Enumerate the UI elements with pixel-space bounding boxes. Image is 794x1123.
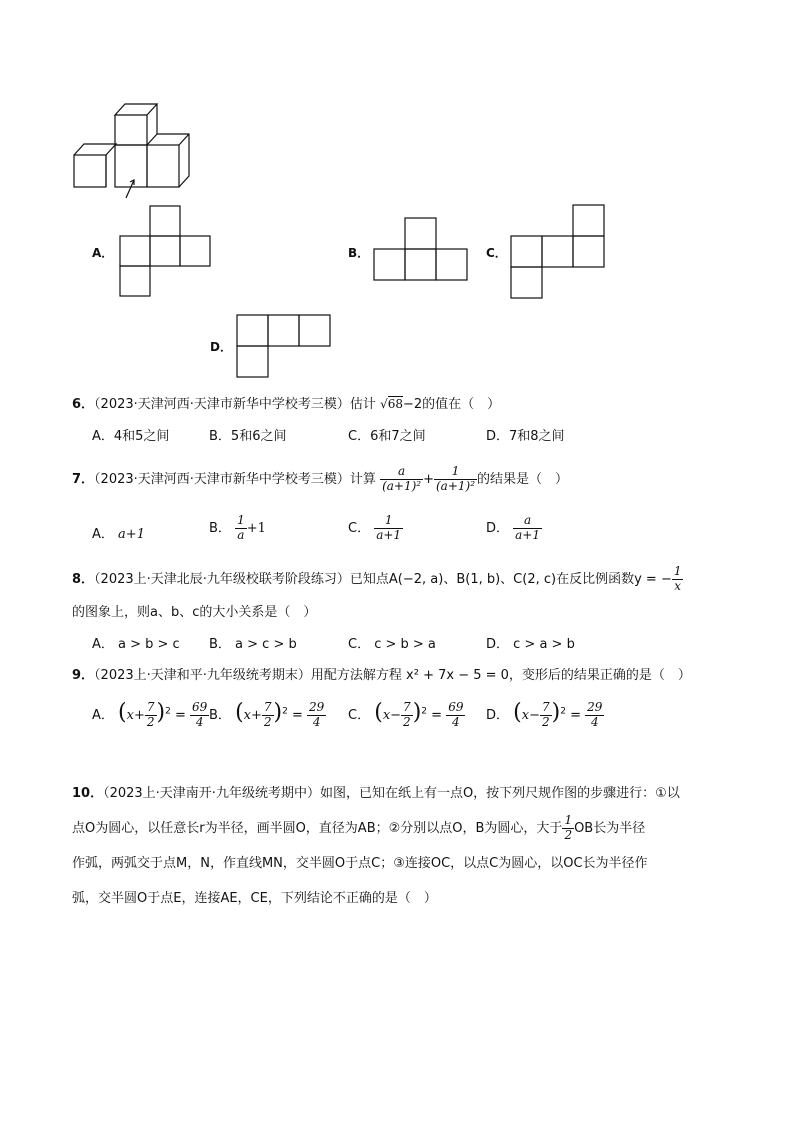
q9-opt-a-label: A．	[92, 708, 114, 723]
q9-opt-a-num: 7	[146, 700, 155, 715]
q6-stem-pre: 估计	[349, 397, 376, 412]
q7-opt-d-frac	[513, 514, 542, 543]
q9-opt-a-frac	[145, 701, 157, 730]
q9-opt-d-num: 7	[541, 700, 550, 715]
q6-option-a[interactable]: A．4和5之间	[92, 429, 170, 444]
q7-opt-c-num: 1	[384, 513, 393, 527]
q9-opt-c-rhs-num: 69	[448, 700, 464, 715]
q6-sqrt: √68	[380, 397, 403, 411]
net-d-drawing	[236, 314, 331, 378]
q9-opt-b-sign: x+	[243, 708, 262, 723]
q9-opt-c-rhs	[446, 701, 465, 730]
q7-frac2-den: (a+1)²	[436, 479, 476, 493]
q6-option-c[interactable]: C．6和7之间	[348, 429, 426, 444]
net-a-drawing	[119, 205, 211, 297]
q7-opt-d-den: a+1	[515, 527, 540, 542]
q7-frac1-den: (a+1)²	[382, 479, 422, 493]
q9-opt-d-den: 2	[541, 715, 550, 729]
q9-opt-a-rparen: )	[156, 700, 166, 725]
q8-frac-num: 1	[673, 564, 682, 579]
q7-frac1-num: a	[398, 464, 406, 479]
q7-opt-b-frac	[235, 514, 247, 543]
q7-frac2-num: 1	[451, 464, 460, 479]
cube-solid-figure	[70, 100, 190, 200]
q10-line-4: 弧，交半圆O于点E，连接AE，CE，下列结论不正确的是（ ）	[72, 891, 437, 906]
q9-opt-b-label: B．	[209, 708, 231, 723]
net-b-drawing	[373, 217, 468, 281]
q9-opt-b-rhs-den: 4	[307, 715, 326, 730]
q8-stem-line1	[72, 560, 683, 600]
q9-stem-text: 用配方法解方程 x² + 7x − 5 = 0，变形后的结果正确的是（ ）	[310, 668, 691, 683]
q9-opt-b-frac	[262, 701, 274, 730]
q9-opt-d-rhs-den: 4	[585, 715, 604, 730]
q10-paragraph	[72, 776, 724, 916]
q10-source: （2023上·天津南开·九年级统考期中）	[103, 786, 320, 801]
q9-opt-d-exp: 2	[560, 706, 566, 717]
q10-half-frac	[562, 814, 574, 843]
q9-opt-b-rhs	[307, 701, 326, 730]
q7-stem-post: 的结果是（ ）	[477, 472, 569, 487]
q9-opt-c-rhs-den: 4	[446, 715, 465, 730]
q8-option-a[interactable]: A． a > b > c	[92, 637, 180, 652]
q9-opt-a-exp: 2	[165, 706, 171, 717]
q9-opt-a-lparen: (	[118, 700, 127, 725]
q9-opt-c-lparen: (	[374, 700, 383, 725]
q9-option-a[interactable]: A． (x+ $\frac{7}{2}$ )$^2$ = $\frac{69}{4}$	[92, 700, 208, 729]
q6-stem-post: −2的值在（ ）	[403, 397, 501, 412]
q7-source: （2023·天津河西·天津市新华中学校考三模）	[94, 472, 350, 487]
q5-option-d-label: D．	[210, 340, 232, 354]
q8-source: （2023上·天津北辰·九年级校联考阶段练习）	[94, 572, 350, 587]
q9-opt-d-label: D．	[486, 708, 510, 723]
q8-option-b[interactable]: B． a > c > b	[209, 637, 297, 652]
q9-opt-c-exp: 2	[421, 706, 428, 717]
q5-option-c-label: C．	[486, 246, 507, 260]
q9-opt-c-label: C．	[348, 708, 371, 723]
q6-option-b[interactable]: B．5和6之间	[209, 429, 287, 444]
q5-option-a-label: A．	[92, 246, 114, 260]
q10-half-den: 2	[564, 828, 573, 842]
q10-line1-text: 如图，已知在纸上有一点O，按下列尺规作图的步骤进行：①以	[319, 786, 680, 801]
q6-option-d[interactable]: D．7和8之间	[486, 429, 565, 444]
q9-opt-a-rhs-num: 69	[192, 700, 208, 715]
q10-line2b-text: OB长为半径	[574, 821, 646, 836]
q6-stem	[72, 393, 500, 412]
q5-option-d-net[interactable]	[236, 314, 331, 382]
q8-option-d[interactable]: D． c > a > b	[486, 637, 575, 652]
q5-option-b-label: B．	[348, 246, 370, 260]
q9-opt-c-den: 2	[403, 715, 411, 729]
q7-opt-b-num: 1	[237, 513, 245, 527]
q9-opt-c-rparen: )	[412, 700, 422, 725]
q5-option-a-net[interactable]	[119, 205, 211, 301]
q9-opt-b-num: 7	[263, 700, 272, 715]
q9-opt-c-frac	[401, 701, 413, 730]
q9-source: （2023上·天津和平·九年级统考期末）	[94, 668, 311, 683]
q8-stem: 已知点A(−2, a)、B(1, b)、C(2, c)在反比例函数y = −	[349, 572, 672, 587]
q9-option-c[interactable]: C． (x− $\frac{7}{2}$ )$^2$ = $\frac{69}{4}$	[348, 700, 464, 729]
q9-opt-a-sign: x+	[126, 708, 145, 723]
q9-opt-c-sign: x−	[382, 708, 402, 723]
q9-opt-d-rhs-num: 29	[587, 700, 603, 715]
q7-fraction-1	[380, 465, 423, 494]
q10-line-1	[72, 776, 724, 811]
q7-opt-b-label: B．	[209, 520, 231, 536]
q9-opt-b-lparen: (	[235, 700, 244, 725]
net-c-drawing	[510, 204, 605, 299]
q7-opt-d-label: D．	[486, 520, 510, 536]
q7-opt-d-num: a	[524, 513, 532, 527]
q8-number: 8．	[72, 572, 95, 587]
q9-opt-c-num: 7	[403, 700, 411, 715]
q8-fraction	[672, 565, 684, 594]
q5-option-b-net[interactable]	[373, 217, 468, 285]
q6-number: 6．	[72, 397, 95, 412]
q10-half-num: 1	[564, 813, 573, 828]
q5-option-c-net[interactable]	[510, 204, 605, 303]
q7-opt-a-expr: a+1	[118, 527, 145, 542]
q7-fraction-2	[434, 465, 477, 494]
q8-frac-den: x	[672, 579, 684, 594]
q9-opt-d-frac	[540, 701, 552, 730]
q7-option-a[interactable]	[92, 523, 145, 542]
q9-opt-b-exp: 2	[282, 706, 288, 717]
q9-opt-a-den: 2	[146, 715, 155, 729]
q7-option-c[interactable]	[348, 514, 403, 543]
q9-opt-d-rhs	[585, 701, 604, 730]
q9-opt-a-rhs	[190, 701, 209, 730]
q7-opt-b-den: a	[235, 528, 247, 543]
q9-opt-d-sign: x−	[521, 708, 540, 723]
q9-opt-b-rparen: )	[273, 700, 283, 725]
q7-stem-pre: 计算	[349, 472, 376, 487]
q10-line2a-text: 点O为圆心，以任意长r为半径，画半圆O，直径为AB；②分别以点O，B为圆心，大于	[72, 821, 563, 836]
q7-opt-c-frac	[374, 514, 403, 543]
q8-stem-line2: 的图象上，则a、b、c的大小关系是（ ）	[72, 605, 317, 620]
q7-opt-b-tail: +1	[246, 520, 266, 536]
q9-opt-b-den: 2	[263, 715, 272, 729]
q9-opt-d-rparen: )	[551, 700, 561, 725]
q7-opt-a-label: A．	[92, 527, 114, 542]
q9-opt-a-rhs-den: 4	[190, 715, 209, 730]
q9-opt-b-rhs-num: 29	[309, 700, 325, 715]
q7-option-d[interactable]	[486, 514, 542, 543]
q10-number: 10．	[72, 786, 104, 801]
q8-option-c[interactable]: C． c > b > a	[348, 637, 436, 652]
q9-option-b[interactable]: B． (x+ $\frac{7}{2}$ )$^2$ = $\frac{29}{4}$	[209, 700, 325, 729]
q6-radicand: 68	[387, 397, 403, 411]
cube-solid-drawing	[70, 100, 190, 200]
q9-option-d[interactable]: D． (x− $\frac{7}{2}$ )$^2$ = $\frac{29}{4}$	[486, 700, 603, 729]
q10-line-2	[72, 811, 724, 846]
q9-number: 9．	[72, 668, 95, 683]
q6-source: （2023·天津河西·天津市新华中学校考三模）	[94, 397, 350, 412]
q7-opt-c-den: a+1	[376, 527, 402, 542]
q7-number: 7．	[72, 472, 95, 487]
q9-stem	[72, 664, 691, 683]
q10-line-3: 作弧，两弧交于点M，N，作直线MN，交半圆O于点C；③连接OC，以点C为圆心，以OC长为半径作	[72, 856, 648, 871]
q7-stem: 7．（2023·天津河西·天津市新华中学校考三模）计算 $\frac{a}{\text{(a+1)²}}$ + $\frac{1}{\text{(a+1)²}}$ 的结果是（ ）	[72, 464, 569, 493]
q7-opt-c-label: C．	[348, 520, 371, 536]
q7-option-b[interactable]	[209, 514, 266, 543]
q9-opt-d-lparen: (	[513, 700, 522, 725]
